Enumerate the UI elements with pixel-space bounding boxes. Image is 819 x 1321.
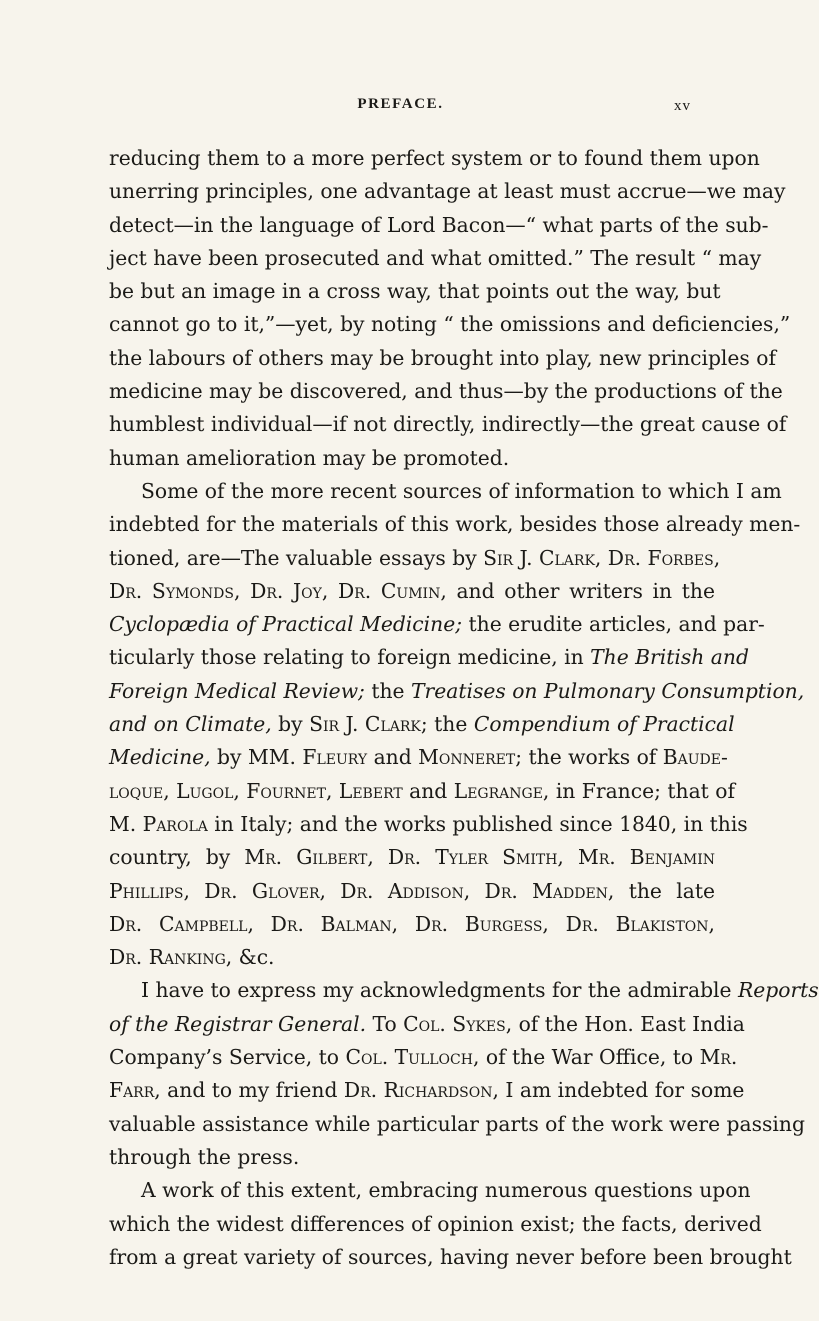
text-line: human amelioration may be promoted.: [109, 445, 510, 470]
text-line: M. Parola in Italy; and the works published since 1840, in this: [109, 811, 748, 836]
text-line: Phillips, Dr. Glover, Dr. Addison, Dr. Madden, the late: [109, 878, 715, 903]
text-line: medicine may be discovered, and thus—by the productions of the: [109, 379, 783, 404]
text-line: valuable assistance while particular parts of the work were passing: [109, 1111, 805, 1136]
text-line: Dr. Campbell, Dr. Balman, Dr. Burgess, Dr. Blakiston,: [109, 911, 715, 936]
text-line: country, by Mr. Gilbert, Dr. Tyler Smith, Mr. Benjamin: [109, 845, 715, 870]
text-line: A work of this extent, embracing numerous questions upon: [141, 1178, 751, 1203]
text-line: from a great variety of sources, having never before been brought: [109, 1244, 792, 1269]
text-line: Farr, and to my friend Dr. Richardson, I am indebted for some: [109, 1078, 745, 1103]
text-line: be but an image in a cross way, that points out the way, but: [109, 279, 721, 304]
text-line: reducing them to a more perfect system or to found them upon: [109, 146, 760, 170]
text-line: Some of the more recent sources of information to which I am: [141, 478, 782, 503]
text-line: humblest individual—if not directly, indirectly—the great cause of: [109, 412, 787, 437]
running-title: PREFACE.: [357, 96, 444, 112]
text-line: Dr. Ranking, &c.: [109, 945, 275, 970]
text-line: cannot go to it,”—yet, by noting “ the omissions and deficiencies,”: [109, 312, 791, 337]
text-line: through the press.: [109, 1144, 300, 1169]
text-line: ticularly those relating to foreign medicine, in The British and: [109, 645, 749, 670]
running-head: [0, 96, 801, 120]
text-line: ject have been prosecuted and what omitted.” The result “ may: [109, 245, 762, 270]
body-text: [109, 142, 819, 1274]
text-line: Company’s Service, to Col. Tulloch, of the War Office, to Mr.: [109, 1045, 738, 1070]
text-line: of the Registrar General. To Col. Sykes, of the Hon. East India: [109, 1011, 745, 1036]
text-line: Medicine, by MM. Fleury and Monneret; the works of Baude-: [109, 745, 728, 770]
text-line: Cyclopædia of Practical Medicine; the erudite articles, and par-: [109, 612, 765, 637]
text-line: Dr. Symonds, Dr. Joy, Dr. Cumin, and other writers in the: [109, 578, 715, 603]
text-line: indebted for the materials of this work, besides those already men-: [109, 512, 801, 537]
page-number: xv: [674, 98, 691, 114]
text-line: loque, Lugol, Fournet, Lebert and Legrange, in France; that of: [109, 778, 735, 803]
text-line: the labours of others may be brought into play, new principles of: [109, 345, 776, 370]
text-line: Foreign Medical Review; the Treatises on Pulmonary Consumption,: [109, 678, 805, 703]
text-line: detect—in the language of Lord Bacon—“ what parts of the sub-: [109, 212, 769, 237]
text-line: unerring principles, one advantage at least must accrue—we may: [109, 179, 786, 204]
text-line: and on Climate, by Sir J. Clark; the Compendium of Practical: [109, 712, 735, 737]
text-line: I have to express my acknowledgments for the admirable Reports: [141, 978, 819, 1003]
text-line: which the widest differences of opinion exist; the facts, derived: [109, 1211, 762, 1236]
text-line: tioned, are—The valuable essays by Sir J. Clark, Dr. Forbes,: [109, 545, 721, 570]
